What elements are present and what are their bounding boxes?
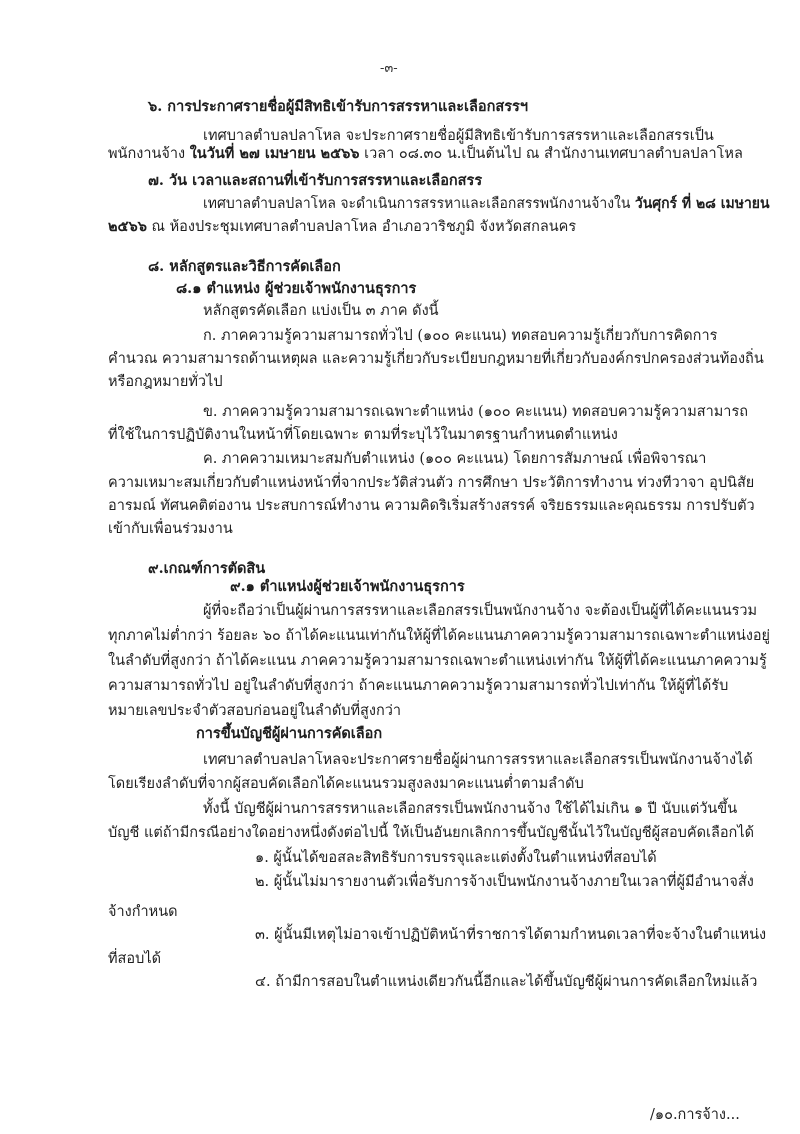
section-9-heading: ๙.เกณฑ์การตัดสิน (148, 560, 266, 577)
continuation-marker: /๑๐.การจ้าง... (650, 1107, 740, 1123)
section-6-heading: ๖. การประกาศรายชื่อผู้มีสิทธิเข้ารับการสรรหาและเลือกสรรฯ (148, 98, 528, 115)
section-8-1-subheading: ๘.๑ ตำแหน่ง ผู้ช่วยเจ้าพนักงานธุรการ (176, 280, 417, 297)
cancel-condition-2-cont: จ้างกำหนด (108, 904, 178, 920)
listing-line-1: เทศบาลตำบลปลาโหลจะประกาศรายชื่อผู้ผ่านการสรรหาและเลือกสรรเป็นพนักงานจ้างได้ (203, 752, 753, 768)
section-6-line-1: เทศบาลตำบลปลาโหล จะประกาศรายชื่อผู้มีสิทธิเข้ารับการสรรหาและเลือกสรรเป็น (203, 128, 714, 144)
criteria-line-2: ทุกภาคไม่ต่ำกว่า ร้อยละ ๖๐ ถ้าได้คะแนนเท่ากันให้ผู้ที่ได้คะแนนภาคความรู้ความสามารถเฉพาะตำแหน่งอยู่ (108, 628, 770, 644)
part-c-line-1: ค. ภาคความเหมาะสมกับตำแหน่ง (๑๐๐ คะแนน) โดยการสัมภาษณ์ เพื่อพิจารณา (203, 451, 707, 467)
cancel-condition-2: ๒. ผู้นั้นไม่มารายงานตัวเพื่อรับการจ้างเป็นพนักงานจ้างภายในเวลาที่ผู้มีอำนาจสั่ง (255, 874, 754, 890)
section-7-line-2: ๒๕๖๖ ณ ห้องประชุมเทศบาลตำบลปลาโหล อำเภอวาริชภูมิ จังหวัดสกลนคร (108, 218, 577, 235)
part-c-line-4: เข้ากับเพื่อนร่วมงาน (108, 521, 233, 537)
criteria-line-3: ในลำดับที่สูงกว่า ถ้าได้คะแนน ภาคความรู้ความสามารถเฉพาะตำแหน่งเท่ากัน ให้ผู้ที่ได้คะแนนภาคความรู้ (108, 653, 767, 669)
page-number: -๓- (380, 61, 398, 76)
part-a-line-1: ก. ภาคความรู้ความสามารถทั่วไป (๑๐๐ คะแนน) ทดสอบความรู้เกี่ยวกับการคิดการ (203, 328, 718, 344)
section-7-line-1: เทศบาลตำบลปลาโหล จะดำเนินการสรรหาและเลือกสรรพนักงานจ้างใน วันศุกร์ ที่ ๒๘ เมษายน (203, 195, 770, 212)
part-a-line-3: หรือกฎหมายทั่วไป (108, 374, 223, 390)
section-9-1-subheading: ๙.๑ ตำแหน่งผู้ช่วยเจ้าพนักงานธุรการ (230, 578, 465, 595)
section-8-heading: ๘. หลักสูตรและวิธีการคัดเลือก (148, 258, 341, 275)
announce-date: ในวันที่ ๒๗ เมษายน ๒๕๖๖ (189, 145, 360, 162)
section-8-intro: หลักสูตรคัดเลือก แบ่งเป็น ๓ ภาค ดังนี้ (203, 303, 439, 319)
listing-line-4: บัญชี แต่ถ้ามีกรณีอย่างใดอย่างหนึ่งดังต่อไปนี้ ให้เป็นอันยกเลิกการขึ้นบัญชีนั้นไว้ในบัญชีผู้สอบคัดเลือกได้ (108, 825, 755, 841)
cancel-condition-1: ๑. ผู้นั้นได้ขอสละสิทธิรับการบรรจุและแต่งตั้งในตำแหน่งที่สอบได้ (255, 850, 657, 866)
cancel-condition-3-cont: ที่สอบได้ (108, 951, 162, 967)
listing-line-2: โดยเรียงลำดับที่จากผู้สอบคัดเลือกได้คะแนนรวมสูงลงมาคะแนนต่ำตามลำดับ (108, 776, 584, 792)
cancel-condition-4: ๔. ถ้ามีการสอบในตำแหน่งเดียวกันนี้อีกและได้ขึ้นบัญชีผู้ผ่านการคัดเลือกใหม่แล้ว (255, 974, 758, 990)
criteria-line-5: หมายเลขประจำตัวสอบก่อนอยู่ในลำดับที่สูงกว่า (108, 703, 402, 719)
section-7-heading: ๗. วัน เวลาและสถานที่เข้ารับการสรรหาและเลือกสรร (148, 172, 483, 189)
listing-line-3: ทั้งนี้ บัญชีผู้ผ่านการสรรหาและเลือกสรรเป็นพนักงานจ้าง ใช้ได้ไม่เกิน ๑ ปี นับแต่วันขึ้น (203, 801, 738, 817)
part-b-line-1: ข. ภาคความรู้ความสามารถเฉพาะตำแหน่ง (๑๐๐ คะแนน) ทดสอบความรู้ความสามารถ (203, 404, 749, 420)
criteria-line-1: ผู้ที่จะถือว่าเป็นผู้ผ่านการสรรหาและเลือกสรรเป็นพนักงานจ้าง จะต้องเป็นผู้ที่ได้คะแนนรวม (203, 603, 758, 619)
listing-heading: การขึ้นบัญชีผู้ผ่านการคัดเลือก (196, 725, 383, 742)
section-6-line-2: พนักงานจ้าง ในวันที่ ๒๗ เมษายน ๒๕๖๖ เวลา ๐๘.๓๐ น.เป็นต้นไป ณ สำนักงานเทศบาลตำบลปลาโหล (108, 145, 743, 162)
part-c-line-2: ความเหมาะสมเกี่ยวกับตำแหน่งหน้าที่จากประวัติส่วนตัว การศึกษา ประวัติการทำงาน ท่วงทีวาจา อุปนิสัย (108, 475, 755, 491)
part-c-line-3: อารมณ์ ทัศนคติต่องาน ประสบการณ์ทำงาน ความคิดริเริ่มสร้างสรรค์ จริยธรรมและคุณธรรม การปรับตัว (108, 498, 755, 514)
cancel-condition-3: ๓. ผู้นั้นมีเหตุไม่อาจเข้าปฏิบัติหน้าที่ราชการได้ตามกำหนดเวลาที่จะจ้างในตำแหน่ง (255, 927, 767, 943)
part-a-line-2: คำนวณ ความสามารถด้านเหตุผล และความรู้เกี่ยวกับระเบียบกฎหมายที่เกี่ยวกับองค์กรปกครองส่วนท้องถิ่น (108, 351, 764, 367)
selection-date: วันศุกร์ ที่ ๒๘ เมษายน (634, 195, 770, 212)
part-b-line-2: ที่ใช้ในการปฏิบัติงานในหน้าที่โดยเฉพาะ ตามที่ระบุไว้ในมาตรฐานกำหนดตำแหน่ง (108, 427, 618, 443)
criteria-line-4: ความสามารถทั่วไป อยู่ในลำดับที่สูงกว่า ถ้าคะแนนภาคความรู้ความสามารถทั่วไปเท่ากัน ให้ผู้ที่ได้รับ (108, 678, 729, 694)
